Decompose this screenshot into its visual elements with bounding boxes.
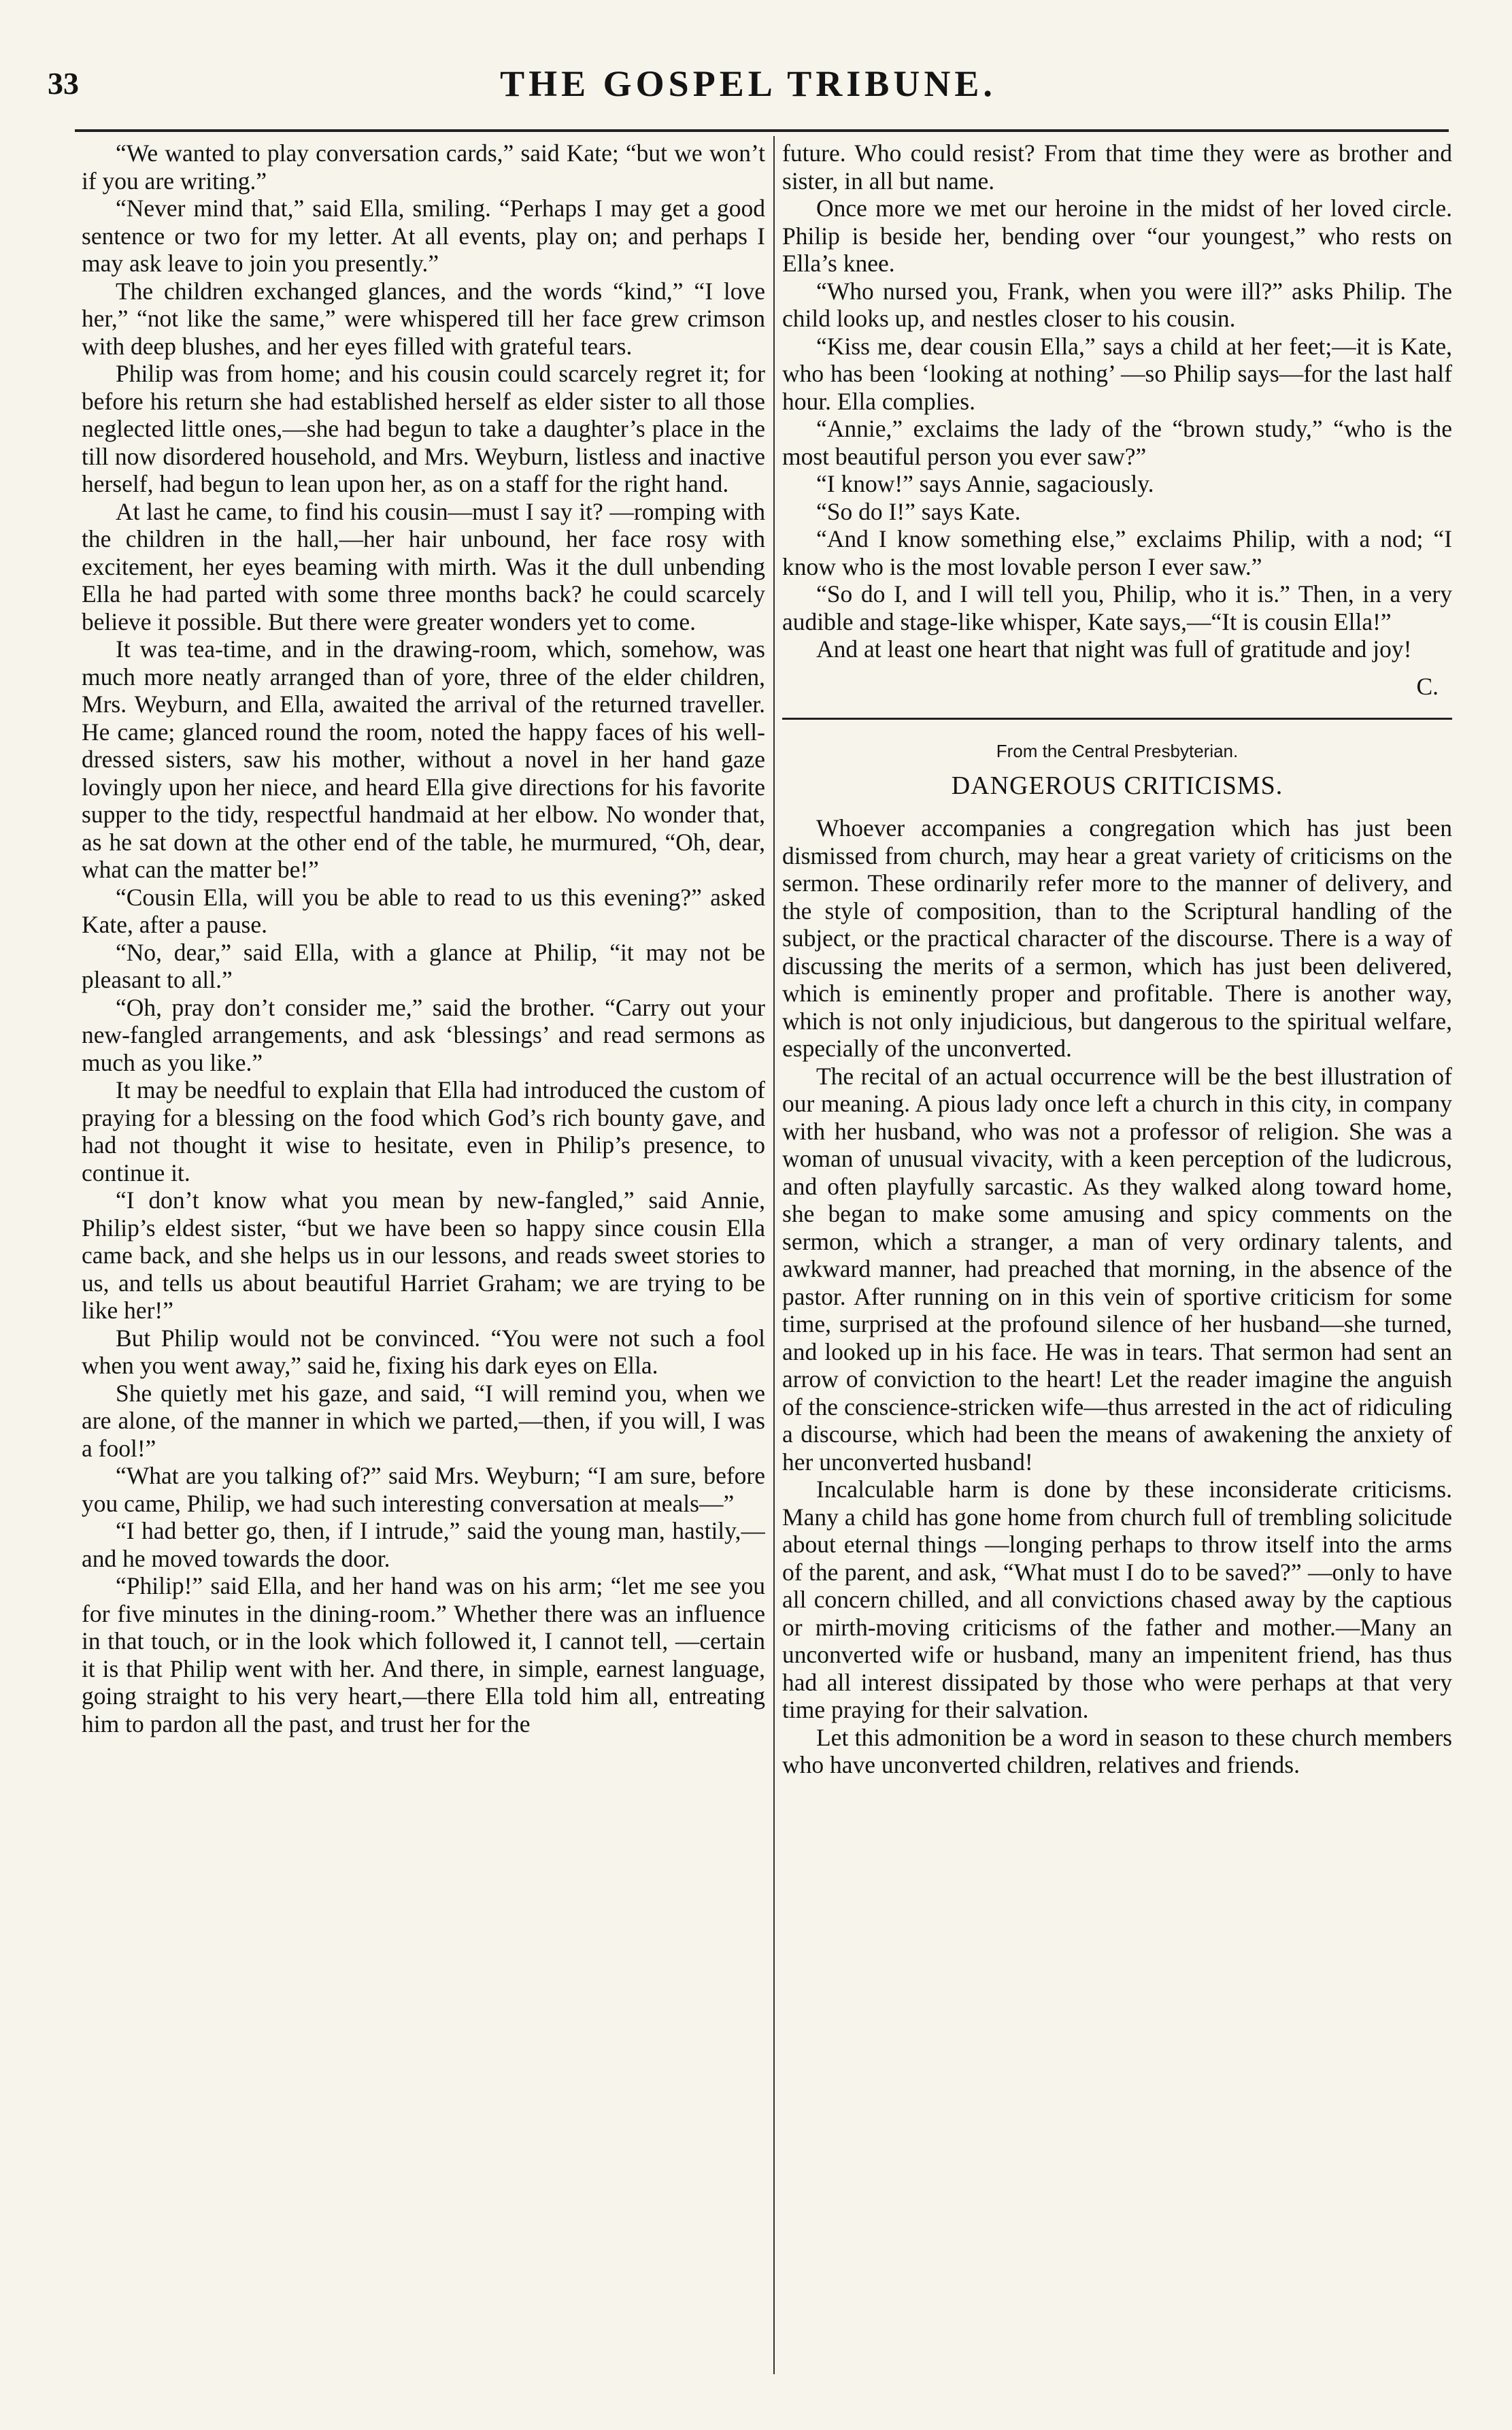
paragraph: “I had better go, then, if I intrude,” said the young man, hastily,—and he moved towards the door. — [82, 1517, 765, 1572]
paragraph: “I don’t know what you mean by new-fangled,” said Annie, Philip’s eldest sister, “but we have been so happy since cousin Ella came back, and she helps us in our lessons, and reads sweet stories to us, and tells us about beautiful Harriet Graham; we are trying to be like her!” — [82, 1186, 765, 1324]
paragraph: Once more we met our heroine in the midst of her loved circle. Philip is beside her, bending over “our youngest,” who rests on Ella’s knee. — [782, 195, 1452, 277]
paragraph: But Philip would not be convinced. “You were not such a fool when you went away,” said he, fixing his dark eyes on Ella. — [82, 1324, 765, 1379]
column-divider — [773, 136, 775, 2374]
paragraph: “Oh, pray don’t consider me,” said the brother. “Carry out your new-fangled arrangements, and ask ‘blessings’ and read sermons as much as you like.” — [82, 993, 765, 1076]
paragraph: Incalculable harm is done by these inconsiderate criticisms. Many a child has gone home from church full of trembling solicitude about eternal things —longing perhaps to throw itself into the arms of the parent, and ask, “What must I do to be saved?” —only to have all concern chilled, and all convictions chased away by the captious or mirth-moving criticisms of the father and mother.—Many an unconverted wife or husband, many an impenitent friend, has thus had all interest dissipated by those who were perhaps at that very time praying for their salvation. — [782, 1476, 1452, 1723]
paragraph: future. Who could resist? From that time they were as brother and sister, in all but name. — [782, 139, 1452, 195]
paragraph: The children exchanged glances, and the words “kind,” “I love her,” “not like the same,” were whispered till her face grew crimson with deep blushes, and her eyes filled with grateful tears. — [82, 277, 765, 360]
paragraph: “Annie,” exclaims the lady of the “brown study,” “who is the most beautiful person you ever saw?” — [782, 415, 1452, 470]
paragraph: “What are you talking of?” said Mrs. Weyburn; “I am sure, before you came, Philip, we had such interesting conversation at meals—” — [82, 1462, 765, 1517]
paragraph: “So do I!” says Kate. — [816, 497, 1021, 525]
paragraph: Whoever accompanies a congregation which has just been dismissed from church, may hear a great variety of criticisms on the sermon. These ordinarily refer more to the manner of delivery, and the style of composition, than to the Scriptural handling of the subject, or the practical character of the discourse. There is a way of discussing the merits of a sermon, which has just been delivered, which is eminently proper and profitable. There is another way, which is not only injudicious, but dangerous to the spiritual welfare, especially of the unconverted. — [782, 814, 1452, 1062]
paragraph: “No, dear,” said Ella, with a glance at Philip, “it may not be pleasant to all.” — [82, 938, 765, 993]
left-column — [82, 139, 765, 2405]
paragraph: Let this admonition be a word in season to these church members who have unconverted children, relatives and friends. — [782, 1723, 1452, 1778]
paragraph: It may be needful to explain that Ella had introduced the custom of praying for a blessing on the food which God’s rich bounty gave, and had not thought it wise to hesitate, even in Philip’s presence, to continue it. — [82, 1076, 765, 1186]
paragraph: “We wanted to play conversation cards,” said Kate; “but we won’t if you are writing.” — [82, 139, 765, 195]
paragraph: It was tea-time, and in the drawing-room, which, somehow, was much more neatly arranged than of yore, three of the elder children, Mrs. Weyburn, and Ella, awaited the arrival of the returned traveller. He came; glanced round the room, noted the happy faces of his well-dressed sisters, saw his mother, without a novel in her hand gaze lovingly upon her niece, and heard Ella give directions for his favorite supper to the tidy, respectful handmaid at her elbow. No wonder that, as he sat down at the other end of the table, he murmured, “Oh, dear, what can the matter be!” — [82, 635, 765, 883]
right-column — [782, 139, 1452, 2405]
section-divider — [782, 718, 1452, 720]
page-header — [48, 60, 1449, 121]
author-signature: C. — [1416, 672, 1439, 700]
article-heading: DANGEROUS CRITICISMS. — [951, 771, 1283, 800]
paragraph: She quietly met his gaze, and said, “I will remind you, when we are alone, of the manner in which we parted,—then, if you will, I was a fool!” — [82, 1379, 765, 1462]
paragraph: “I know!” says Annie, sagaciously. — [816, 470, 1154, 497]
page-number: 33 — [48, 66, 79, 101]
paragraph: “Kiss me, dear cousin Ella,” says a child at her feet;—it is Kate, who has been ‘looking at nothing’ —so Philip says—for the last half hour. Ella complies. — [782, 332, 1452, 415]
paragraph: “And I know something else,” exclaims Philip, with a nod; “I know who is the most lovable person I ever saw.” — [782, 525, 1452, 580]
paragraph: The recital of an actual occurrence will be the best illustration of our meaning. A pious lady once left a church in this city, in company with her husband, who was not a professor of religion. She was a woman of unusual vivacity, with a keen perception of the ludicrous, and often playfully sarcastic. As they walked along toward home, she began to make some amusing and spicy comments on the sermon, which a stranger, a man of very ordinary talents, and awkward manner, had preached that morning, in the absence of the pastor. After running on in this vein of sportive criticism for some time, surprised at the profound silence of her husband—she turned, and looked up in his face. He was in tears. That sermon had sent an arrow of conviction to the heart! Let the reader imagine the anguish of the conscience-stricken wife—thus arrested in the act of ridiculing a discourse, which had been the means of awakening the anxiety of her unconverted husband! — [782, 1062, 1452, 1476]
paragraph: At last he came, to find his cousin—must I say it? —romping with the children in the hall,—her hair unbound, her face rosy with excitement, her eyes beaming with mirth. Was it the dull unbending Ella he had parted with some three months back? he could scarcely believe it possible. But there were greater wonders yet to come. — [82, 497, 765, 635]
paragraph: And at least one heart that night was full of gratitude and joy! — [816, 635, 1412, 663]
journal-title: THE GOSPEL TRIBUNE. — [500, 63, 996, 104]
paragraph: “Who nursed you, Frank, when you were ill?” asks Philip. The child looks up, and nestles closer to his cousin. — [782, 277, 1452, 332]
paragraph: “Cousin Ella, will you be able to read to us this evening?” asked Kate, after a pause. — [82, 883, 765, 938]
header-rule — [75, 129, 1449, 132]
paragraph: “Never mind that,” said Ella, smiling. “Perhaps I may get a good sentence or two for my letter. At all events, play on; and perhaps I may ask leave to join you presently.” — [82, 195, 765, 277]
paragraph: Philip was from home; and his cousin could scarcely regret it; for before his return she had established herself as elder sister to all those neglected little ones,—she had begun to take a daughter’s place in the till now disordered household, and Mrs. Weyburn, listless and inactive herself, had begun to lean upon her, as on a staff for the right hand. — [82, 360, 765, 497]
paragraph: “So do I, and I will tell you, Philip, who it is.” Then, in a very audible and stage-like whisper, Kate says,—“It is cousin Ella!” — [782, 580, 1452, 635]
article-source: From the Central Presbyterian. — [996, 741, 1239, 761]
paragraph: “Philip!” said Ella, and her hand was on his arm; “let me see you for five minutes in the dining-room.” Whether there was an influence in that touch, or in the look which followed it, I cannot tell, —certain it is that Philip went with her. And there, in simple, earnest language, going straight to his very heart,—there Ella told him all, entreating him to pardon all the past, and trust her for the — [82, 1572, 765, 1737]
